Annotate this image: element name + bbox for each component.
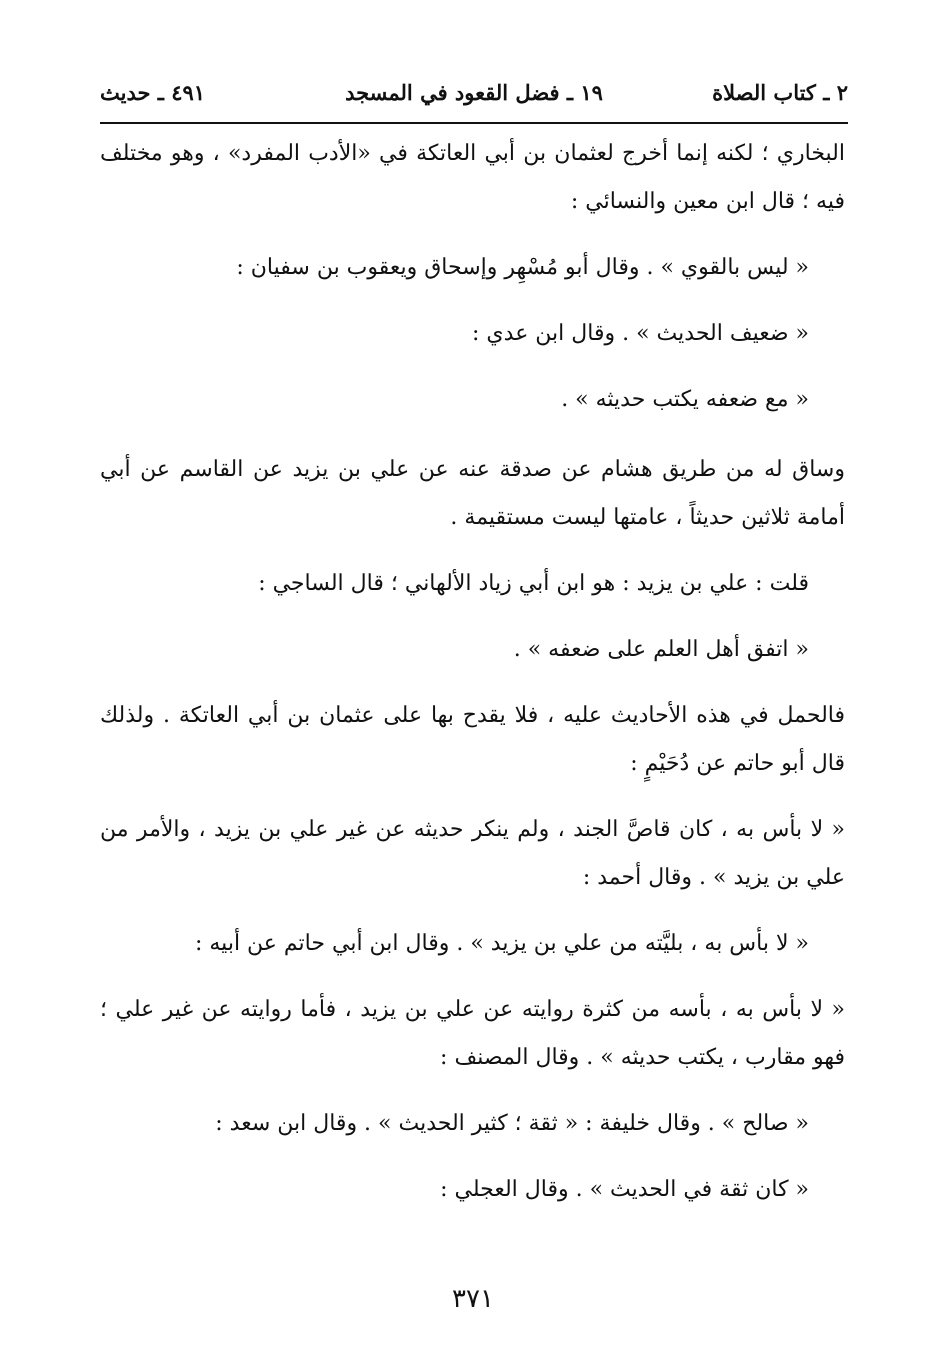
page-number: ٣٧١: [452, 1284, 494, 1314]
quote-paragraph: « اتفق أهل العلم على ضعفه » .: [513, 637, 809, 662]
paragraph: البخاري ؛ لكنه إنما أخرج لعثمان بن أبي العاتكة في «الأدب المفرد» ، وهو مختلف فيه ؛ قال ابن معين والنسائي :: [100, 141, 845, 214]
quote-paragraph: « لا بأس به ، بليَّته من علي بن يزيد » . وقال ابن أبي حاتم عن أبيه :: [194, 931, 809, 956]
header-book-chapter: ٢ ـ كتاب الصلاة: [712, 80, 848, 105]
main-text: [100, 130, 845, 1214]
paragraph: فالحمل في هذه الأحاديث عليه ، فلا يقدح بها على عثمان بن أبي العاتكة . ولذلك قال أبو حاتم عن دُحَيْمٍ :: [100, 703, 845, 776]
quote-paragraph: « لا بأس به ، كان قاصَّ الجند ، ولم ينكر حديثه عن غير علي بن يزيد ، والأمر من علي بن يزيد » . وقال أحمد :: [100, 817, 845, 890]
paragraph: وساق له من طريق هشام عن صدقة عنه عن علي بن يزيد عن القاسم عن أبي أمامة ثلاثين حديثاً ، عامتها ليست مستقيمة .: [100, 457, 845, 530]
header-rule: [100, 122, 848, 124]
quote-paragraph: « كان ثقة في الحديث » . وقال العجلي :: [440, 1177, 809, 1202]
running-header: [100, 76, 848, 116]
header-hadith-number: ٤٩١ ـ حديث: [100, 80, 206, 105]
paragraph: قلت : علي بن يزيد : هو ابن أبي زياد الألهاني ؛ قال الساجي :: [258, 571, 809, 596]
quote-paragraph: « ضعيف الحديث » . وقال ابن عدي :: [472, 321, 809, 346]
quote-paragraph: « صالح » . وقال خليفة : « ثقة ؛ كثير الحديث » . وقال ابن سعد :: [215, 1111, 809, 1136]
quote-paragraph: « لا بأس به ، بأسه من كثرة روايته عن علي بن يزيد ، فأما روايته عن غير علي ؛ فهو مقارب ، يكتب حديثه » . وقال المصنف :: [100, 997, 845, 1070]
quote-paragraph: « ليس بالقوي » . وقال أبو مُسْهِر وإسحاق ويعقوب بن سفيان :: [236, 255, 809, 280]
quote-paragraph: « مع ضعفه يكتب حديثه » .: [561, 387, 809, 412]
header-section-title: ١٩ ـ فضل القعود في المسجد: [345, 80, 603, 105]
